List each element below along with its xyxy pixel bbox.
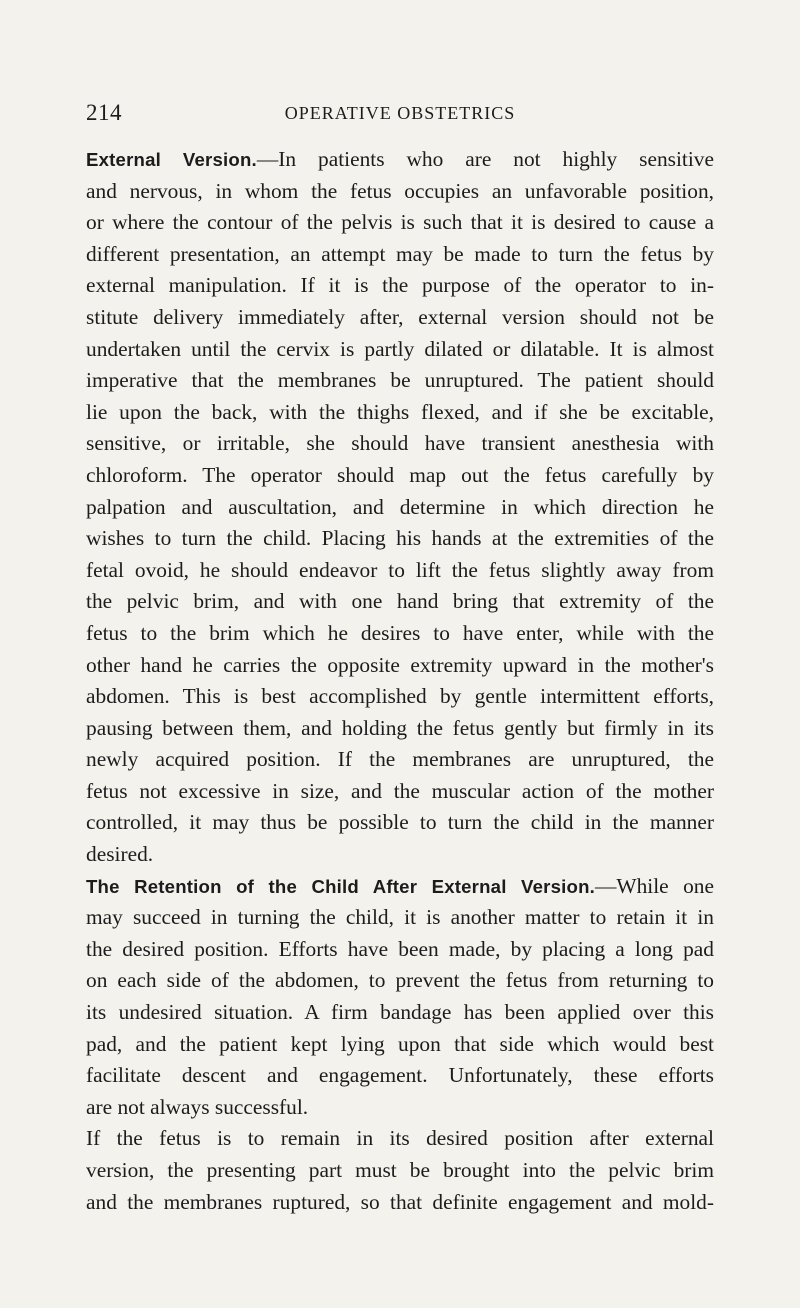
page-number: 214 bbox=[86, 100, 122, 125]
text-line: its undesired situation. A firm bandage has been applied over this bbox=[86, 1000, 714, 1025]
paragraph-fetus-position bbox=[86, 1123, 714, 1218]
text-line: fetus to the brim which he desires to have enter, while with the bbox=[86, 620, 714, 645]
text-line: newly acquired position. If the membranes are unruptured, the bbox=[86, 747, 714, 772]
text-line: facilitate descent and engagement. Unfortunately, these efforts bbox=[86, 1063, 714, 1088]
text-line: stitute delivery immediately after, external version should not be bbox=[86, 304, 714, 329]
paragraph-external-version bbox=[86, 144, 714, 871]
section-heading: External Version. bbox=[86, 149, 257, 170]
text-line: palpation and auscultation, and determine in which direction he bbox=[86, 494, 714, 519]
text-line: may succeed in turning the child, it is another matter to retain it in bbox=[86, 905, 714, 930]
text-line: lie upon the back, with the thighs flexed, and if she be excitable, bbox=[86, 399, 714, 424]
text-line: wishes to turn the child. Placing his hands at the extremities of the bbox=[86, 526, 714, 551]
text-line: pad, and the patient kept lying upon that side which would best bbox=[86, 1031, 714, 1056]
text-line: sensitive, or irritable, she should have transient anesthesia with bbox=[86, 431, 714, 456]
text-line: version, the presenting part must be brought into the pelvic brim bbox=[86, 1158, 714, 1182]
text-line: abdomen. This is best accomplished by gentle intermittent efforts, bbox=[86, 684, 714, 709]
text-line: external manipulation. If it is the purpose of the operator to in- bbox=[86, 273, 714, 298]
text-line: pausing between them, and holding the fetus gently but firmly in its bbox=[86, 715, 714, 740]
text-line: undertaken until the cervix is partly dilated or dilatable. It is almost bbox=[86, 336, 714, 361]
text-line: fetal ovoid, he should endeavor to lift the fetus slightly away from bbox=[86, 557, 714, 582]
paragraph-retention bbox=[86, 871, 714, 1124]
section-heading: The Retention of the Child After External Version. bbox=[86, 875, 595, 897]
text-line: controlled, it may thus be possible to turn the child in the manner bbox=[86, 810, 714, 835]
running-title: OPERATIVE OBSTETRICS bbox=[284, 103, 516, 123]
text-line: The Retention of the Child After External Version.—While one bbox=[86, 873, 714, 898]
text-line: and nervous, in whom the fetus occupies an unfavorable position, bbox=[86, 178, 714, 203]
text-line: or where the contour of the pelvis is such that it is desired to cause a bbox=[86, 210, 714, 235]
page-header bbox=[86, 100, 714, 132]
text-line: the pelvic brim, and with one hand bring that extremity of the bbox=[86, 589, 714, 614]
text-line: on each side of the abdomen, to prevent the fetus from returning to bbox=[86, 968, 714, 993]
text-line: If the fetus is to remain in its desired position after external bbox=[86, 1126, 714, 1151]
text-line: fetus not excessive in size, and the muscular action of the mother bbox=[86, 778, 714, 803]
text-line: different presentation, an attempt may be made to turn the fetus by bbox=[86, 241, 714, 266]
text-line: imperative that the membranes be unruptured. The patient should bbox=[86, 368, 714, 393]
text-line: chloroform. The operator should map out the fetus carefully by bbox=[86, 462, 714, 487]
text-line: other hand he carries the opposite extremity upward in the mother's bbox=[86, 652, 714, 677]
text-line: the desired position. Efforts have been made, by placing a long pad bbox=[86, 936, 714, 961]
text-line: and the membranes ruptured, so that definite engagement and mold- bbox=[86, 1189, 714, 1214]
text-line: are not always successful. bbox=[86, 1094, 309, 1119]
text-line: External Version.—In patients who are not highly sensitive bbox=[86, 147, 714, 171]
body-text bbox=[86, 144, 714, 1218]
text-line: desired. bbox=[86, 842, 154, 867]
